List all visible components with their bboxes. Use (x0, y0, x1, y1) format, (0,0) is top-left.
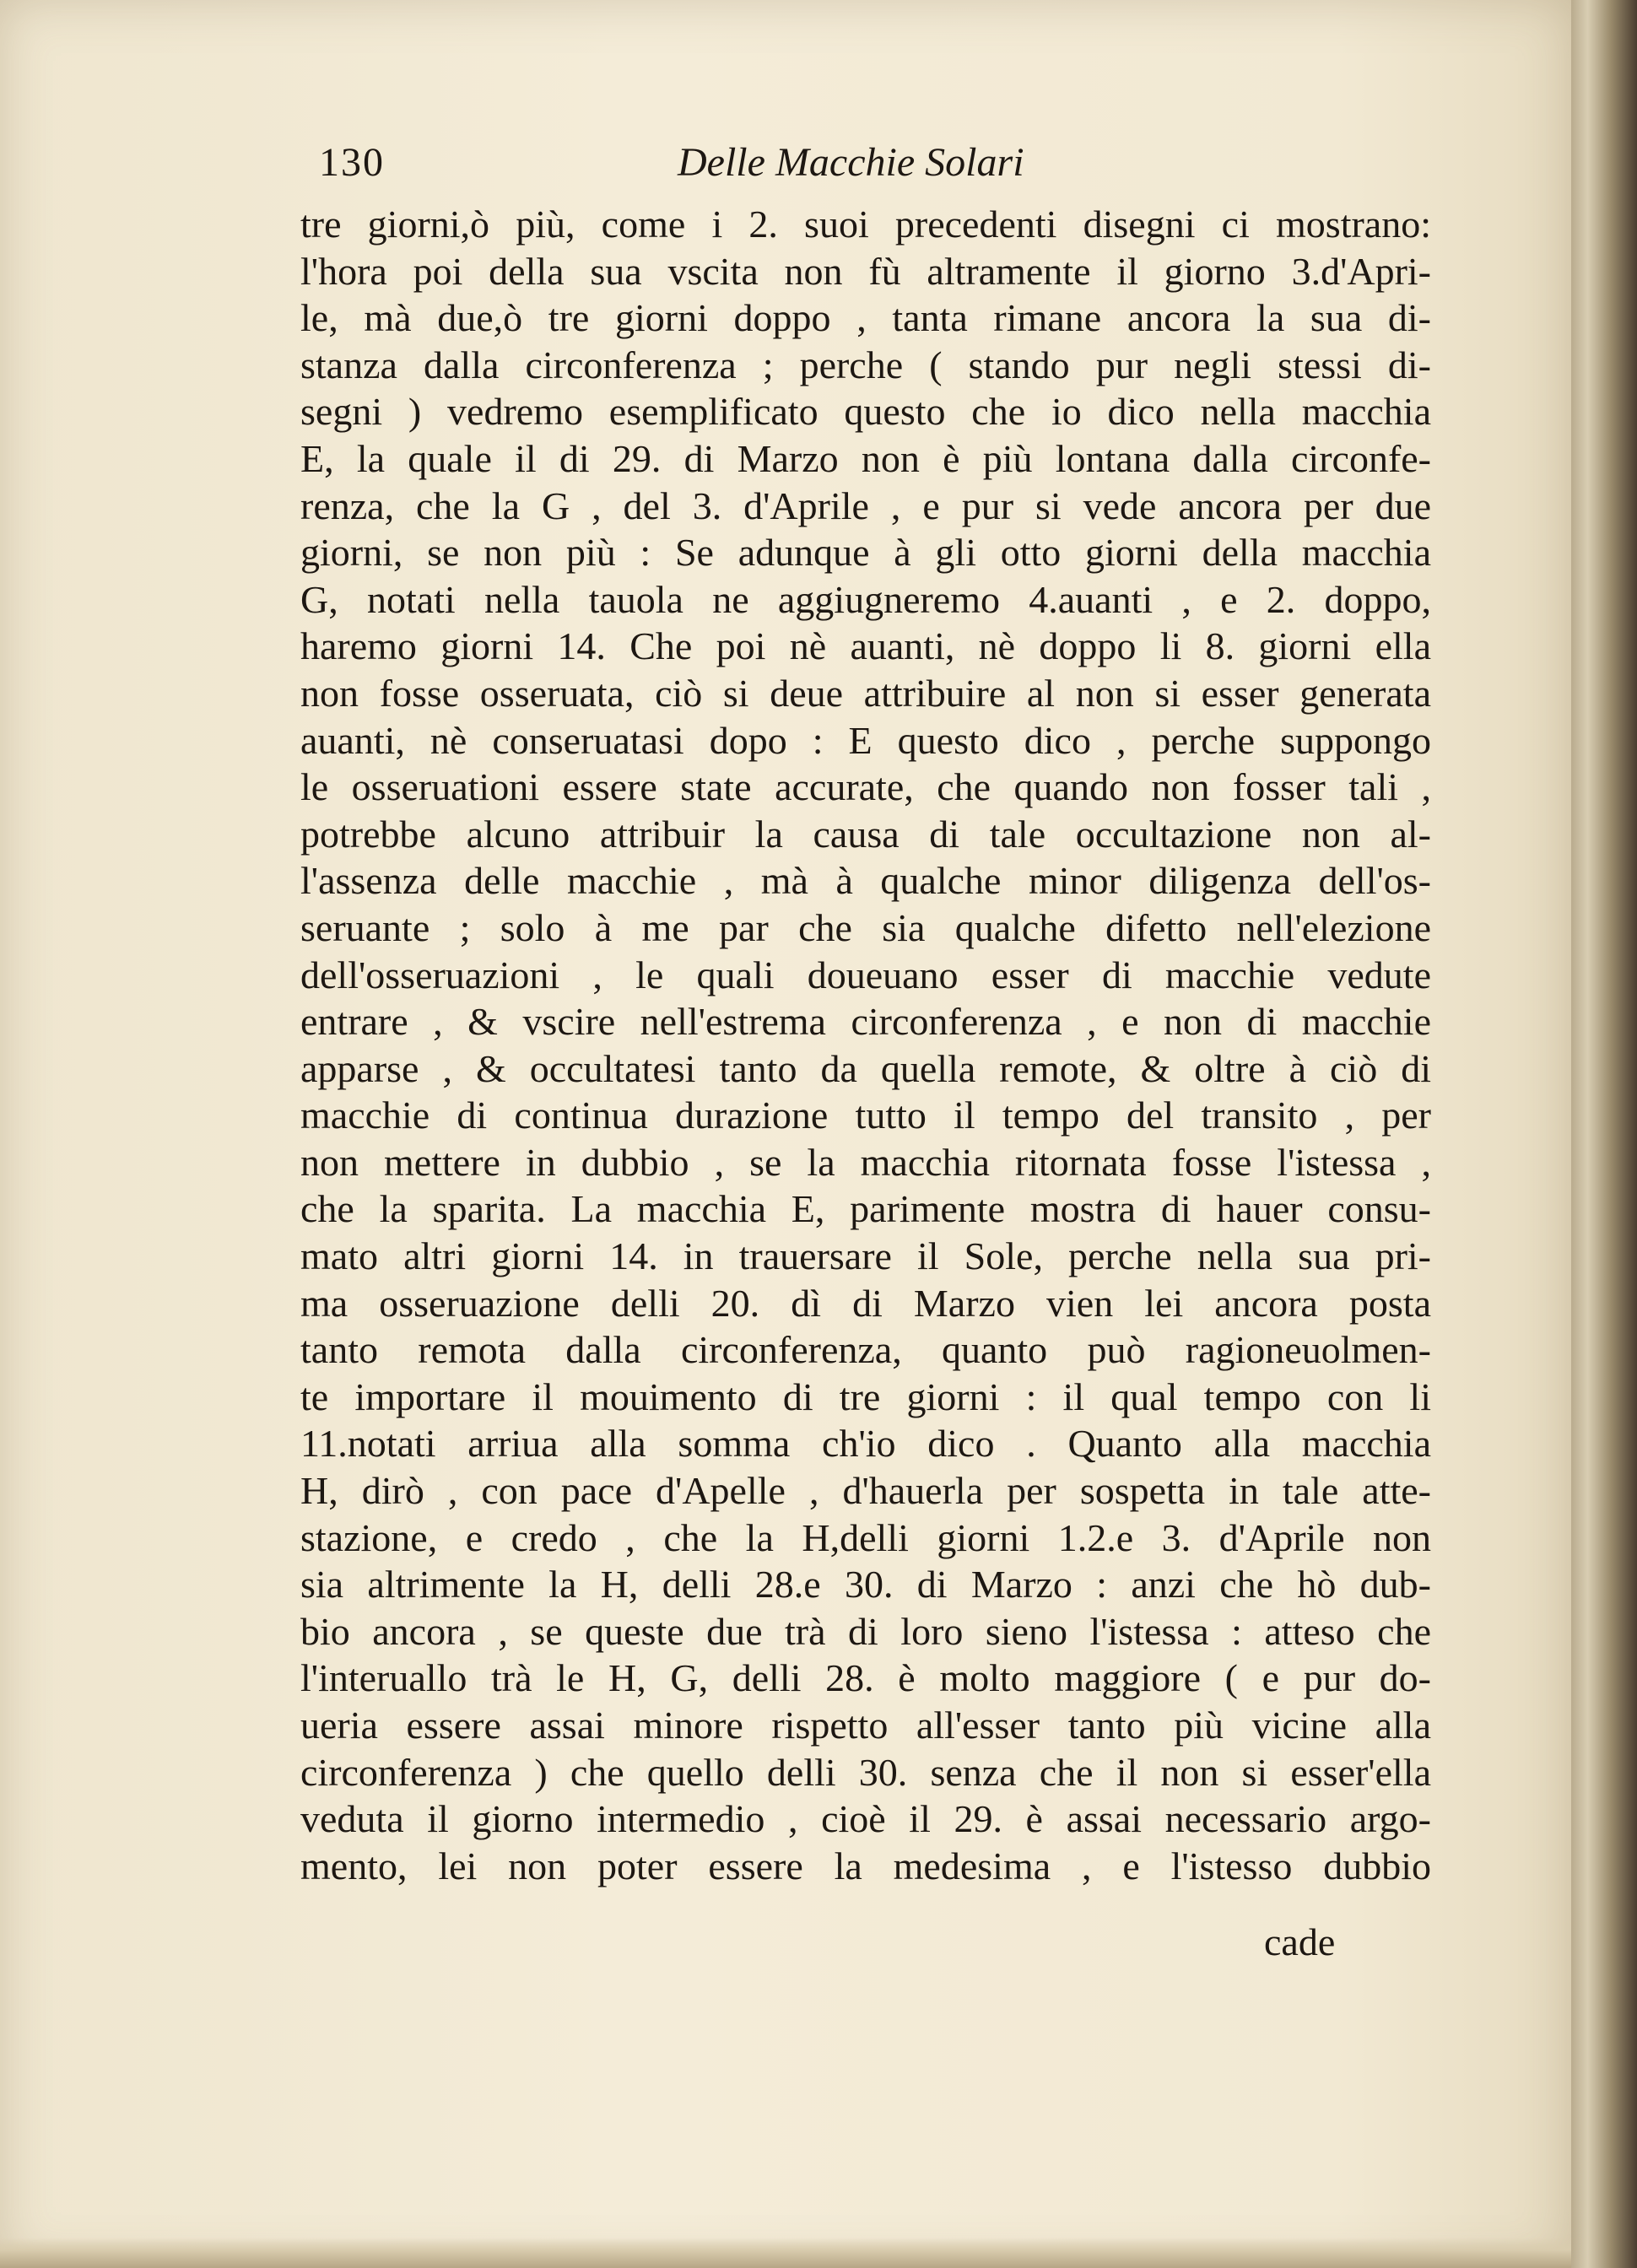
text-line: renza, che la G , del 3. d'Aprile , e pur si vede ancora per due (300, 483, 1431, 527)
book-edge (1571, 0, 1637, 2268)
text-line: sia altrimente la H, delli 28.e 30. di Marzo : anzi che hò dub- (300, 1563, 1431, 1606)
text-line: seruante ; solo à me par che sia qualche difetto nell'elezione (300, 905, 1431, 949)
text-line: che la sparita. La macchia E, parimente mostra di hauer consu- (300, 1187, 1431, 1231)
text-line: stazione, e credo , che la H,delli giorni 1.2.e 3. d'Aprile non (300, 1515, 1431, 1559)
text-line: l'hora poi della sua vscita non fù altramente il giorno 3.d'Apri- (300, 249, 1431, 293)
text-line: 11.notati arriua alla somma ch'io dico . Quanto alla macchia (300, 1422, 1431, 1466)
text-line: ma osseruazione delli 20. dì di Marzo vien lei ancora posta (300, 1281, 1431, 1325)
text-line: potrebbe alcuno attribuir la causa di tale occultazione non al- (300, 812, 1431, 856)
text-line: le osseruationi essere state accurate, che quando non fosser tali , (300, 765, 1431, 809)
text-line: auanti, nè conseruatasi dopo : E questo dico , perche suppongo (300, 718, 1431, 762)
show-through-marginalia (1434, 996, 1553, 1097)
text-line: veduta il giorno intermedio , cioè il 29. è assai necessario argo- (300, 1797, 1431, 1841)
text-line: mato altri giorni 14. in trauersare il Sole, perche nella sua pri- (300, 1234, 1431, 1278)
text-line: entrare , & vscire nell'estrema circonferenza , e non di macchie (300, 1000, 1431, 1044)
text-line: ueria essere assai minore rispetto all'esser tanto più vicine alla (300, 1704, 1431, 1747)
page-bottom-edge (0, 2238, 1571, 2268)
text-line: le, mà due,ò tre giorni doppo , tanta rimane ancora la sua di- (300, 296, 1431, 340)
text-line: non mettere in dubbio , se la macchia ritornata fosse l'istessa , (300, 1140, 1431, 1184)
text-line: dell'osseruazioni , le quali doueuano esser di macchie vedute (300, 953, 1431, 996)
catchword: cade (1264, 1920, 1336, 1963)
text-line: bio ancora , se queste due trà di loro sieno l'istessa : atteso che (300, 1609, 1431, 1653)
page-number: 130 (319, 140, 385, 185)
text-line: circonferenza ) che quello delli 30. senza che il non si esser'ella (300, 1750, 1431, 1794)
body-text (300, 201, 1431, 1889)
text-line: l'assenza delle macchie , mà à qualche minor diligenza dell'os- (300, 859, 1431, 903)
text-line: non fosse osseruata, ciò si deue attribuire al non si esser generata (300, 671, 1431, 715)
text-line: tanto remota dalla circonferenza, quanto può ragioneuolmen- (300, 1328, 1431, 1372)
text-line: E, la quale il di 29. di Marzo non è più lontana dalla circonfe- (300, 436, 1431, 480)
text-line: te importare il mouimento di tre giorni : il qual tempo con li (300, 1374, 1431, 1418)
text-line: macchie di continua durazione tutto il tempo del transito , per (300, 1094, 1431, 1137)
text-line: l'interuallo trà le H, G, delli 28. è molto maggiore ( e pur do- (300, 1656, 1431, 1700)
text-line: stanza dalla circonferenza ; perche ( stando pur negli stessi di- (300, 343, 1431, 386)
text-line: H, dirò , con pace d'Apelle , d'hauerla per sospetta in tale atte- (300, 1469, 1431, 1513)
text-line: G, notati nella tauola ne aggiugneremo 4.auanti , e 2. doppo, (300, 577, 1431, 621)
text-line: segni ) vedremo esemplificato questo che io dico nella macchia (300, 390, 1431, 434)
text-line: apparse , & occultatesi tanto da quella remote, & oltre à ciò di (300, 1046, 1431, 1090)
text-line: giorni, se non più : Se adunque à gli otto giorni della macchia (300, 531, 1431, 575)
running-header (319, 139, 1163, 198)
text-line: haremo giorni 14. Che poi nè auanti, nè doppo li 8. giorni ella (300, 624, 1431, 668)
running-title: Delle Macchie Solari (678, 140, 1024, 185)
text-line: tre giorni,ò più, come i 2. suoi precedenti disegni ci mostrano: (300, 202, 1431, 246)
text-line: mento, lei non poter essere la medesima , e l'istesso dubbio (300, 1844, 1431, 1887)
